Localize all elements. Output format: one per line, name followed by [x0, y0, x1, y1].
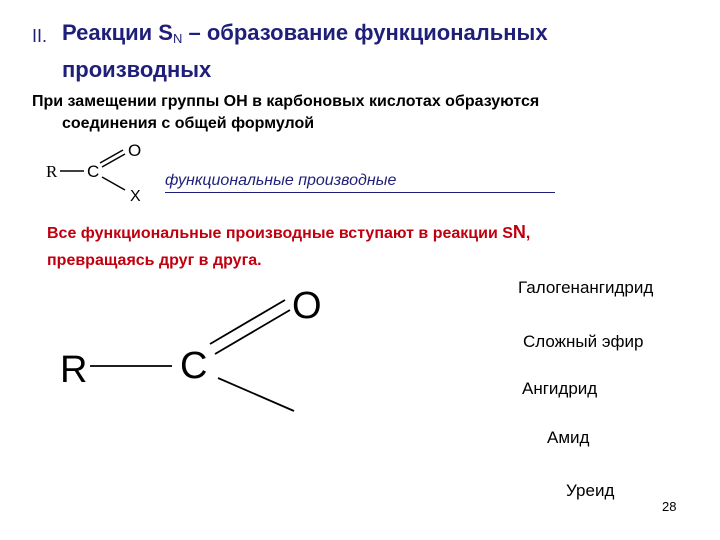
derivative-amide: Амид	[547, 428, 590, 447]
statement-text: Все функциональные производные вступают в реакции S	[47, 225, 513, 242]
formula-caption: функциональные производные	[165, 172, 397, 189]
derivative-anhydride: Ангидрид	[522, 379, 598, 398]
title-line-1-text: Реакции S	[62, 20, 173, 45]
small-formula-o: O	[128, 141, 142, 160]
large-single-bond	[218, 378, 294, 411]
derivative-ester: Сложный эфир	[523, 332, 644, 351]
statement-line-2: превращаясь друг в друга.	[47, 252, 262, 269]
small-single-bond-x	[102, 177, 125, 190]
formula-caption-wrap	[165, 172, 555, 190]
general-formula-large	[50, 280, 340, 430]
large-formula-r: R	[60, 349, 88, 391]
title-subscript-n: N	[172, 31, 183, 46]
large-double-bond-2	[215, 310, 290, 354]
large-double-bond-1	[210, 300, 285, 344]
large-formula-c: C	[180, 345, 208, 387]
intro-line-1: При замещении группы ОН в карбоновых кислотах образуются	[32, 93, 540, 110]
title-line-1	[62, 19, 548, 47]
title-line-1-rest: – образование функциональных	[182, 20, 548, 45]
small-formula-r: R	[46, 162, 58, 181]
title-section-number: II.	[32, 26, 48, 46]
statement-line-1	[47, 222, 530, 243]
statement-n: N	[512, 222, 526, 242]
derivative-acyl-halide: Галогенангидрид	[518, 278, 654, 297]
caption-underline	[165, 192, 555, 193]
intro-line-2: соединения с общей формулой	[62, 115, 315, 132]
derivative-ureide: Уреид	[566, 481, 615, 500]
large-formula-o: O	[292, 285, 322, 327]
general-formula-small	[40, 136, 170, 206]
small-formula-c: C	[87, 162, 100, 181]
page-number: 28	[662, 499, 677, 514]
statement-comma: ,	[525, 225, 531, 242]
small-formula-x: X	[130, 188, 141, 205]
title-line-2: производных	[62, 57, 212, 82]
